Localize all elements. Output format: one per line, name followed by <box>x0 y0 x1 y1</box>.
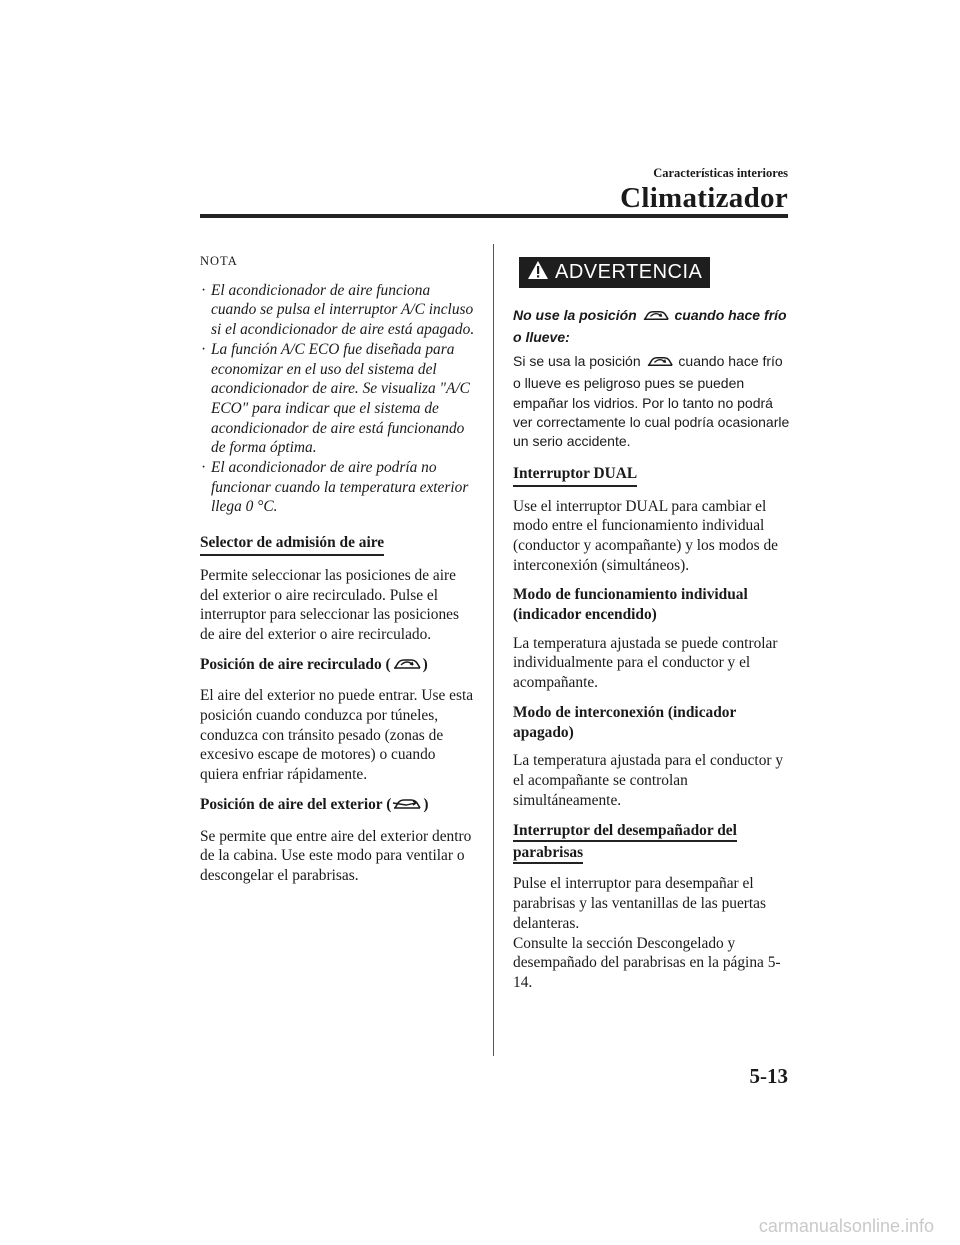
note-item <box>200 458 475 517</box>
note-item <box>200 281 475 340</box>
nota-title: NOTA <box>200 254 238 268</box>
dual-heading: Interruptor DUAL <box>513 464 637 487</box>
note-text: La función A/C ECO fue diseñada para economizar en el uso del sistema del acondicionador de aire. Se visualiza "A/C ECO" para indicar que el sistema de acondicionador de aire está funcionando de forma óptima. <box>211 340 470 457</box>
selector-heading: Selector de admisión de aire <box>200 533 384 556</box>
outside-text: Se permite que entre aire del exterior dentro de la cabina. Use este modo para ventilar o descongelar el parabrisas. <box>200 827 472 884</box>
right-column <box>513 254 791 1003</box>
warning-body: Si se usa la posición cuando hace frío o llueve es peligroso pues se pueden empañar los vidrios. Por lo tanto no podrá ver correctamente lo cual podría ocasionarle un serio accidente. <box>513 352 790 450</box>
warning-text <box>513 306 791 452</box>
recirc-text: El aire del exterior no puede entrar. Use esta posición cuando conduzca por túneles, conduzca con tránsito pesado (zonas de excesivo escape de motores) o cuando quiera enfriar rápidamente. <box>200 687 474 784</box>
selector-text: Permite seleccionar las posiciones de aire del exterior o aire recirculado. Pulse el interruptor para seleccionar las posiciones de aire del exterior o aire recirculado. <box>200 566 459 643</box>
note-text: El acondicionador de aire podría no funcionar cuando la temperatura exterior llega 0 °C. <box>211 459 469 516</box>
warning-banner <box>519 257 710 288</box>
bullet-icon: · <box>201 459 207 477</box>
individual-heading: Modo de funcionamiento individual (indicador encendido) <box>513 586 748 624</box>
chapter-title: Climatizador <box>620 182 788 214</box>
outside-heading: Posición de aire del exterior ( ) <box>200 795 475 818</box>
warning-bold: No use la posición cuando hace frío o llueve: <box>513 307 787 346</box>
car-outside-air-icon <box>392 796 422 818</box>
header-rule <box>200 214 788 218</box>
defog-text-2: Consulte la sección Descongelado y desempañado del parabrisas en la página 5-14. <box>513 934 781 991</box>
recirc-heading: Posición de aire recirculado ( ) <box>200 655 475 678</box>
interconnect-text: La temperatura ajustada para el conductor y el acompañante se controlan simultáneamente. <box>513 752 784 809</box>
warning-triangle-icon <box>527 260 549 285</box>
car-recirculation-icon <box>392 656 422 678</box>
left-column <box>200 252 475 896</box>
watermark: carmanualsonline.info <box>758 1216 934 1236</box>
bullet-icon: · <box>201 281 207 299</box>
dual-text: Use el interruptor DUAL para cambiar el modo entre el funcionamiento individual (conductor y acompañante) y los modos de interconexión (simultáneos). <box>513 497 778 574</box>
car-recirculation-icon <box>642 308 670 328</box>
column-divider <box>493 244 494 1056</box>
page-number: 5-13 <box>749 1064 788 1088</box>
car-recirculation-icon <box>646 354 674 374</box>
bullet-icon: · <box>201 340 207 358</box>
section-label: Características interiores <box>653 166 788 180</box>
warning-label: ADVERTENCIA <box>555 260 703 283</box>
note-text: El acondicionador de aire funciona cuando se pulsa el interruptor A/C incluso si el acondicionador de aire está apagado. <box>211 281 475 339</box>
defog-text-1: Pulse el interruptor para desempañar el parabrisas y las ventanillas de las puertas delanteras. <box>513 875 767 932</box>
notes-list <box>200 281 475 517</box>
note-item <box>200 340 475 458</box>
individual-text: La temperatura ajustada se puede controlar individualmente para el conductor y el acompañante. <box>513 634 778 692</box>
defog-heading: Interruptor del desempañador del parabrisas <box>513 822 737 864</box>
interconnect-heading: Modo de interconexión (indicador apagado) <box>513 703 737 741</box>
